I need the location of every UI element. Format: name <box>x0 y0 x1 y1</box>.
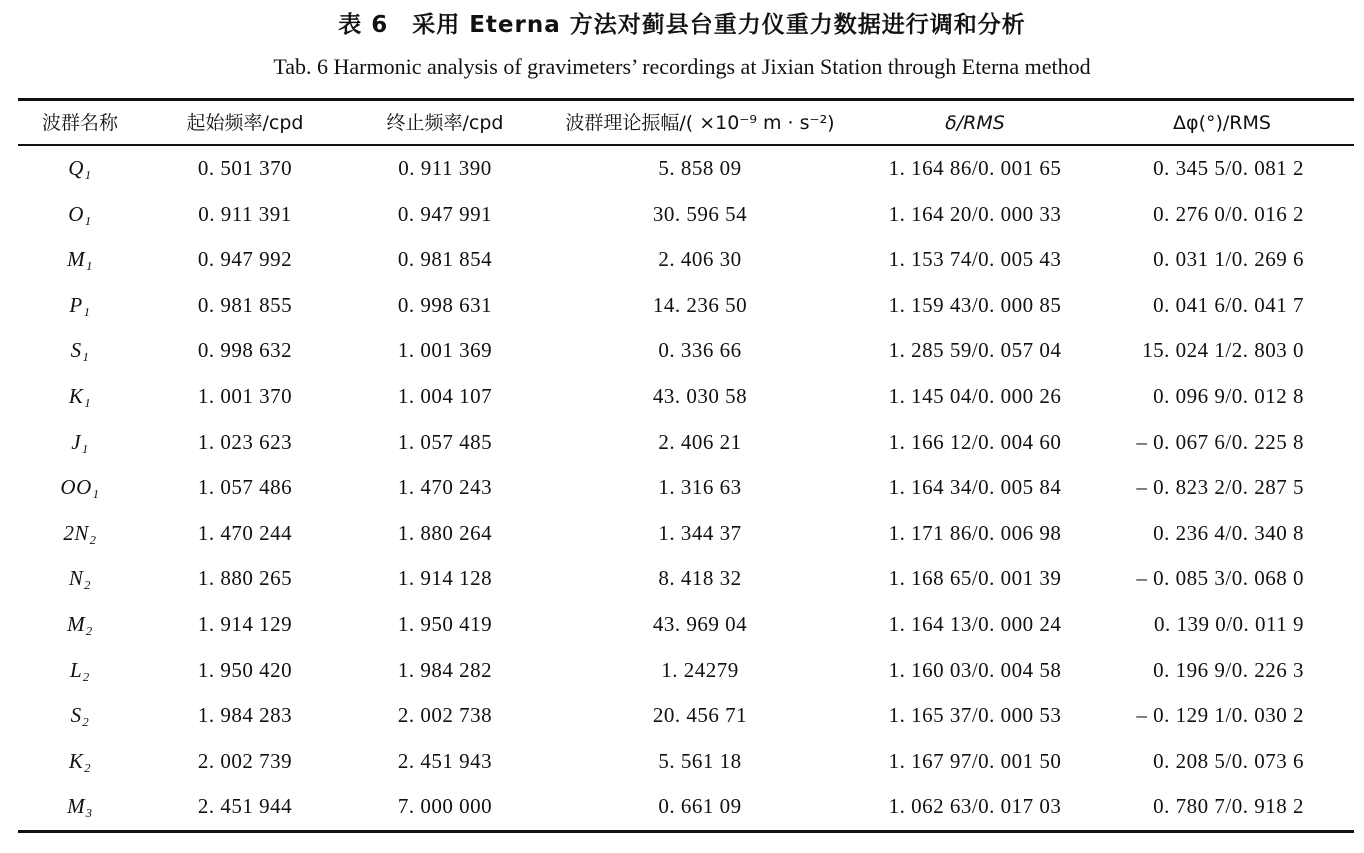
table-row <box>0 784 1364 830</box>
delta-rms-cell: 1. 164 20/0. 000 33 <box>888 201 1062 226</box>
table-row <box>0 146 1364 192</box>
phase-rms-cell: 0. 208 5/0. 073 6 <box>1153 748 1304 773</box>
start-frequency-cell: 1. 914 129 <box>197 611 293 636</box>
phase-rms-cell: 0. 196 9/0. 226 3 <box>1153 657 1304 682</box>
end-frequency-cell: 1. 880 264 <box>397 520 493 545</box>
amplitude-cell: 0. 661 09 <box>658 794 742 819</box>
delta-rms-cell: 1. 153 74/0. 005 43 <box>888 247 1062 272</box>
table-title-en: Tab. 6 Harmonic analysis of gravimeters’ recordings at Jixian Station through Eterna method <box>273 54 1091 79</box>
wave-name-cell: P₁ <box>69 292 91 317</box>
end-frequency-cell: 1. 004 107 <box>397 383 493 408</box>
end-frequency-cell: 0. 981 854 <box>397 247 493 272</box>
start-frequency-cell: 1. 984 283 <box>197 703 293 728</box>
wave-name-cell: M₃ <box>67 794 93 819</box>
amplitude-cell: 5. 858 09 <box>658 156 742 180</box>
amplitude-cell: 0. 336 66 <box>658 338 742 363</box>
end-frequency-cell: 7. 000 000 <box>397 794 493 819</box>
amplitude-cell: 1. 344 37 <box>658 520 742 545</box>
delta-rms-cell: 1. 168 65/0. 001 39 <box>888 566 1062 591</box>
start-frequency-cell: 1. 001 370 <box>197 383 293 408</box>
delta-rms-cell: 1. 164 13/0. 000 24 <box>888 611 1062 636</box>
wave-name-cell: K₂ <box>68 748 92 773</box>
delta-rms-cell: 1. 164 34/0. 005 84 <box>888 475 1062 500</box>
amplitude-cell: 43. 969 04 <box>652 611 748 636</box>
wave-name-cell: M₂ <box>67 611 93 636</box>
wave-name-cell: S₁ <box>70 338 90 363</box>
table-row <box>0 328 1364 374</box>
end-frequency-cell: 1. 001 369 <box>397 338 493 363</box>
amplitude-cell: 2. 406 21 <box>658 429 742 454</box>
amplitude-cell: 8. 418 32 <box>658 566 742 591</box>
delta-rms-cell: 1. 285 59/0. 057 04 <box>888 338 1062 363</box>
end-frequency-cell: 1. 950 419 <box>397 611 493 636</box>
table-row <box>0 556 1364 602</box>
wave-name-cell: OO₁ <box>60 475 100 500</box>
header-delta-rms: δ/RMS <box>945 112 1005 134</box>
wave-name-cell: 2N₂ <box>63 520 97 545</box>
start-frequency-cell: 1. 470 244 <box>197 520 293 545</box>
delta-rms-cell: 1. 164 86/0. 001 65 <box>888 156 1062 180</box>
wave-name-cell: N₂ <box>68 566 92 591</box>
end-frequency-cell: 1. 057 485 <box>397 429 493 454</box>
table-row <box>0 237 1364 283</box>
end-frequency-cell: 0. 947 991 <box>397 201 493 226</box>
start-frequency-cell: 1. 880 265 <box>197 566 293 591</box>
amplitude-cell: 1. 316 63 <box>658 475 742 500</box>
amplitude-cell: 1. 24279 <box>661 657 739 682</box>
wave-name-cell: J₁ <box>71 429 89 454</box>
bottom-rule <box>18 830 1354 833</box>
end-frequency-cell: 2. 002 738 <box>397 703 493 728</box>
delta-rms-cell: 1. 166 12/0. 004 60 <box>888 429 1062 454</box>
wave-name-cell: O₁ <box>68 201 92 226</box>
amplitude-cell: 14. 236 50 <box>652 292 748 317</box>
phase-rms-cell: 0. 236 4/0. 340 8 <box>1153 520 1304 545</box>
end-frequency-cell: 1. 470 243 <box>397 475 493 500</box>
phase-rms-cell: 0. 276 0/0. 016 2 <box>1153 201 1304 226</box>
phase-rms-cell: 0. 041 6/0. 041 7 <box>1153 292 1304 317</box>
delta-rms-cell: 1. 159 43/0. 000 85 <box>888 292 1062 317</box>
table-body <box>0 146 1364 830</box>
start-frequency-cell: 0. 911 391 <box>198 201 292 226</box>
phase-rms-cell: 0. 031 1/0. 269 6 <box>1153 247 1304 272</box>
phase-rms-cell: – 0. 823 2/0. 287 5 <box>1136 475 1304 500</box>
phase-rms-cell: – 0. 129 1/0. 030 2 <box>1136 703 1304 728</box>
start-frequency-cell: 1. 023 623 <box>197 429 293 454</box>
header-end-frequency: 终止频率/cpd <box>386 112 504 134</box>
phase-rms-cell: – 0. 067 6/0. 225 8 <box>1136 429 1304 454</box>
end-frequency-cell: 1. 914 128 <box>397 566 493 591</box>
delta-rms-cell: 1. 145 04/0. 000 26 <box>888 383 1062 408</box>
start-frequency-cell: 1. 950 420 <box>197 657 293 682</box>
header-phase-rms: Δφ(°)/RMS <box>1173 112 1271 134</box>
wave-name-cell: M₁ <box>67 247 93 272</box>
wave-name-cell: K₁ <box>68 383 92 408</box>
amplitude-cell: 30. 596 54 <box>652 201 748 226</box>
phase-rms-cell: 0. 345 5/0. 081 2 <box>1153 156 1304 180</box>
phase-rms-cell: 0. 096 9/0. 012 8 <box>1153 383 1304 408</box>
header-theoretical-amplitude: 波群理论振幅/( ×10⁻⁹ m · s⁻²) <box>565 112 835 134</box>
start-frequency-cell: 2. 451 944 <box>197 794 293 819</box>
amplitude-cell: 5. 561 18 <box>658 748 742 773</box>
wave-name-cell: L₂ <box>70 657 90 682</box>
table-row <box>0 465 1364 511</box>
delta-rms-cell: 1. 165 37/0. 000 53 <box>888 703 1062 728</box>
table-row <box>0 420 1364 466</box>
end-frequency-cell: 2. 451 943 <box>397 748 493 773</box>
table-row <box>0 511 1364 557</box>
wave-name-cell: S₂ <box>70 703 90 728</box>
wave-name-cell: Q₁ <box>68 156 92 180</box>
delta-rms-cell: 1. 062 63/0. 017 03 <box>888 794 1062 819</box>
phase-rms-cell: 0. 780 7/0. 918 2 <box>1153 794 1304 819</box>
phase-rms-cell: 0. 139 0/0. 011 9 <box>1153 611 1304 636</box>
phase-rms-cell: 15. 024 1/2. 803 0 <box>1142 338 1304 363</box>
end-frequency-cell: 0. 998 631 <box>397 292 493 317</box>
start-frequency-cell: 0. 998 632 <box>197 338 293 363</box>
table-row <box>0 283 1364 329</box>
start-frequency-cell: 0. 981 855 <box>197 292 293 317</box>
table-title-cn: 表 6 采用 Eterna 方法对蓟县台重力仪重力数据进行调和分析 <box>338 12 1026 38</box>
header-wave-group: 波群名称 <box>41 112 118 134</box>
start-frequency-cell: 0. 947 992 <box>197 247 293 272</box>
table-row <box>0 602 1364 648</box>
delta-rms-cell: 1. 160 03/0. 004 58 <box>888 657 1062 682</box>
end-frequency-cell: 0. 911 390 <box>398 156 492 180</box>
phase-rms-cell: – 0. 085 3/0. 068 0 <box>1136 566 1304 591</box>
table-row <box>0 648 1364 694</box>
table-row <box>0 693 1364 739</box>
start-frequency-cell: 0. 501 370 <box>197 156 293 180</box>
end-frequency-cell: 1. 984 282 <box>397 657 493 682</box>
table-row <box>0 739 1364 785</box>
amplitude-cell: 2. 406 30 <box>658 247 742 272</box>
amplitude-cell: 20. 456 71 <box>652 703 748 728</box>
delta-rms-cell: 1. 167 97/0. 001 50 <box>888 748 1062 773</box>
table-row <box>0 374 1364 420</box>
amplitude-cell: 43. 030 58 <box>652 383 748 408</box>
header-start-frequency: 起始频率/cpd <box>186 112 304 134</box>
table-row <box>0 192 1364 238</box>
top-rule <box>18 98 1354 101</box>
delta-rms-cell: 1. 171 86/0. 006 98 <box>888 520 1062 545</box>
start-frequency-cell: 2. 002 739 <box>197 748 293 773</box>
start-frequency-cell: 1. 057 486 <box>197 475 293 500</box>
